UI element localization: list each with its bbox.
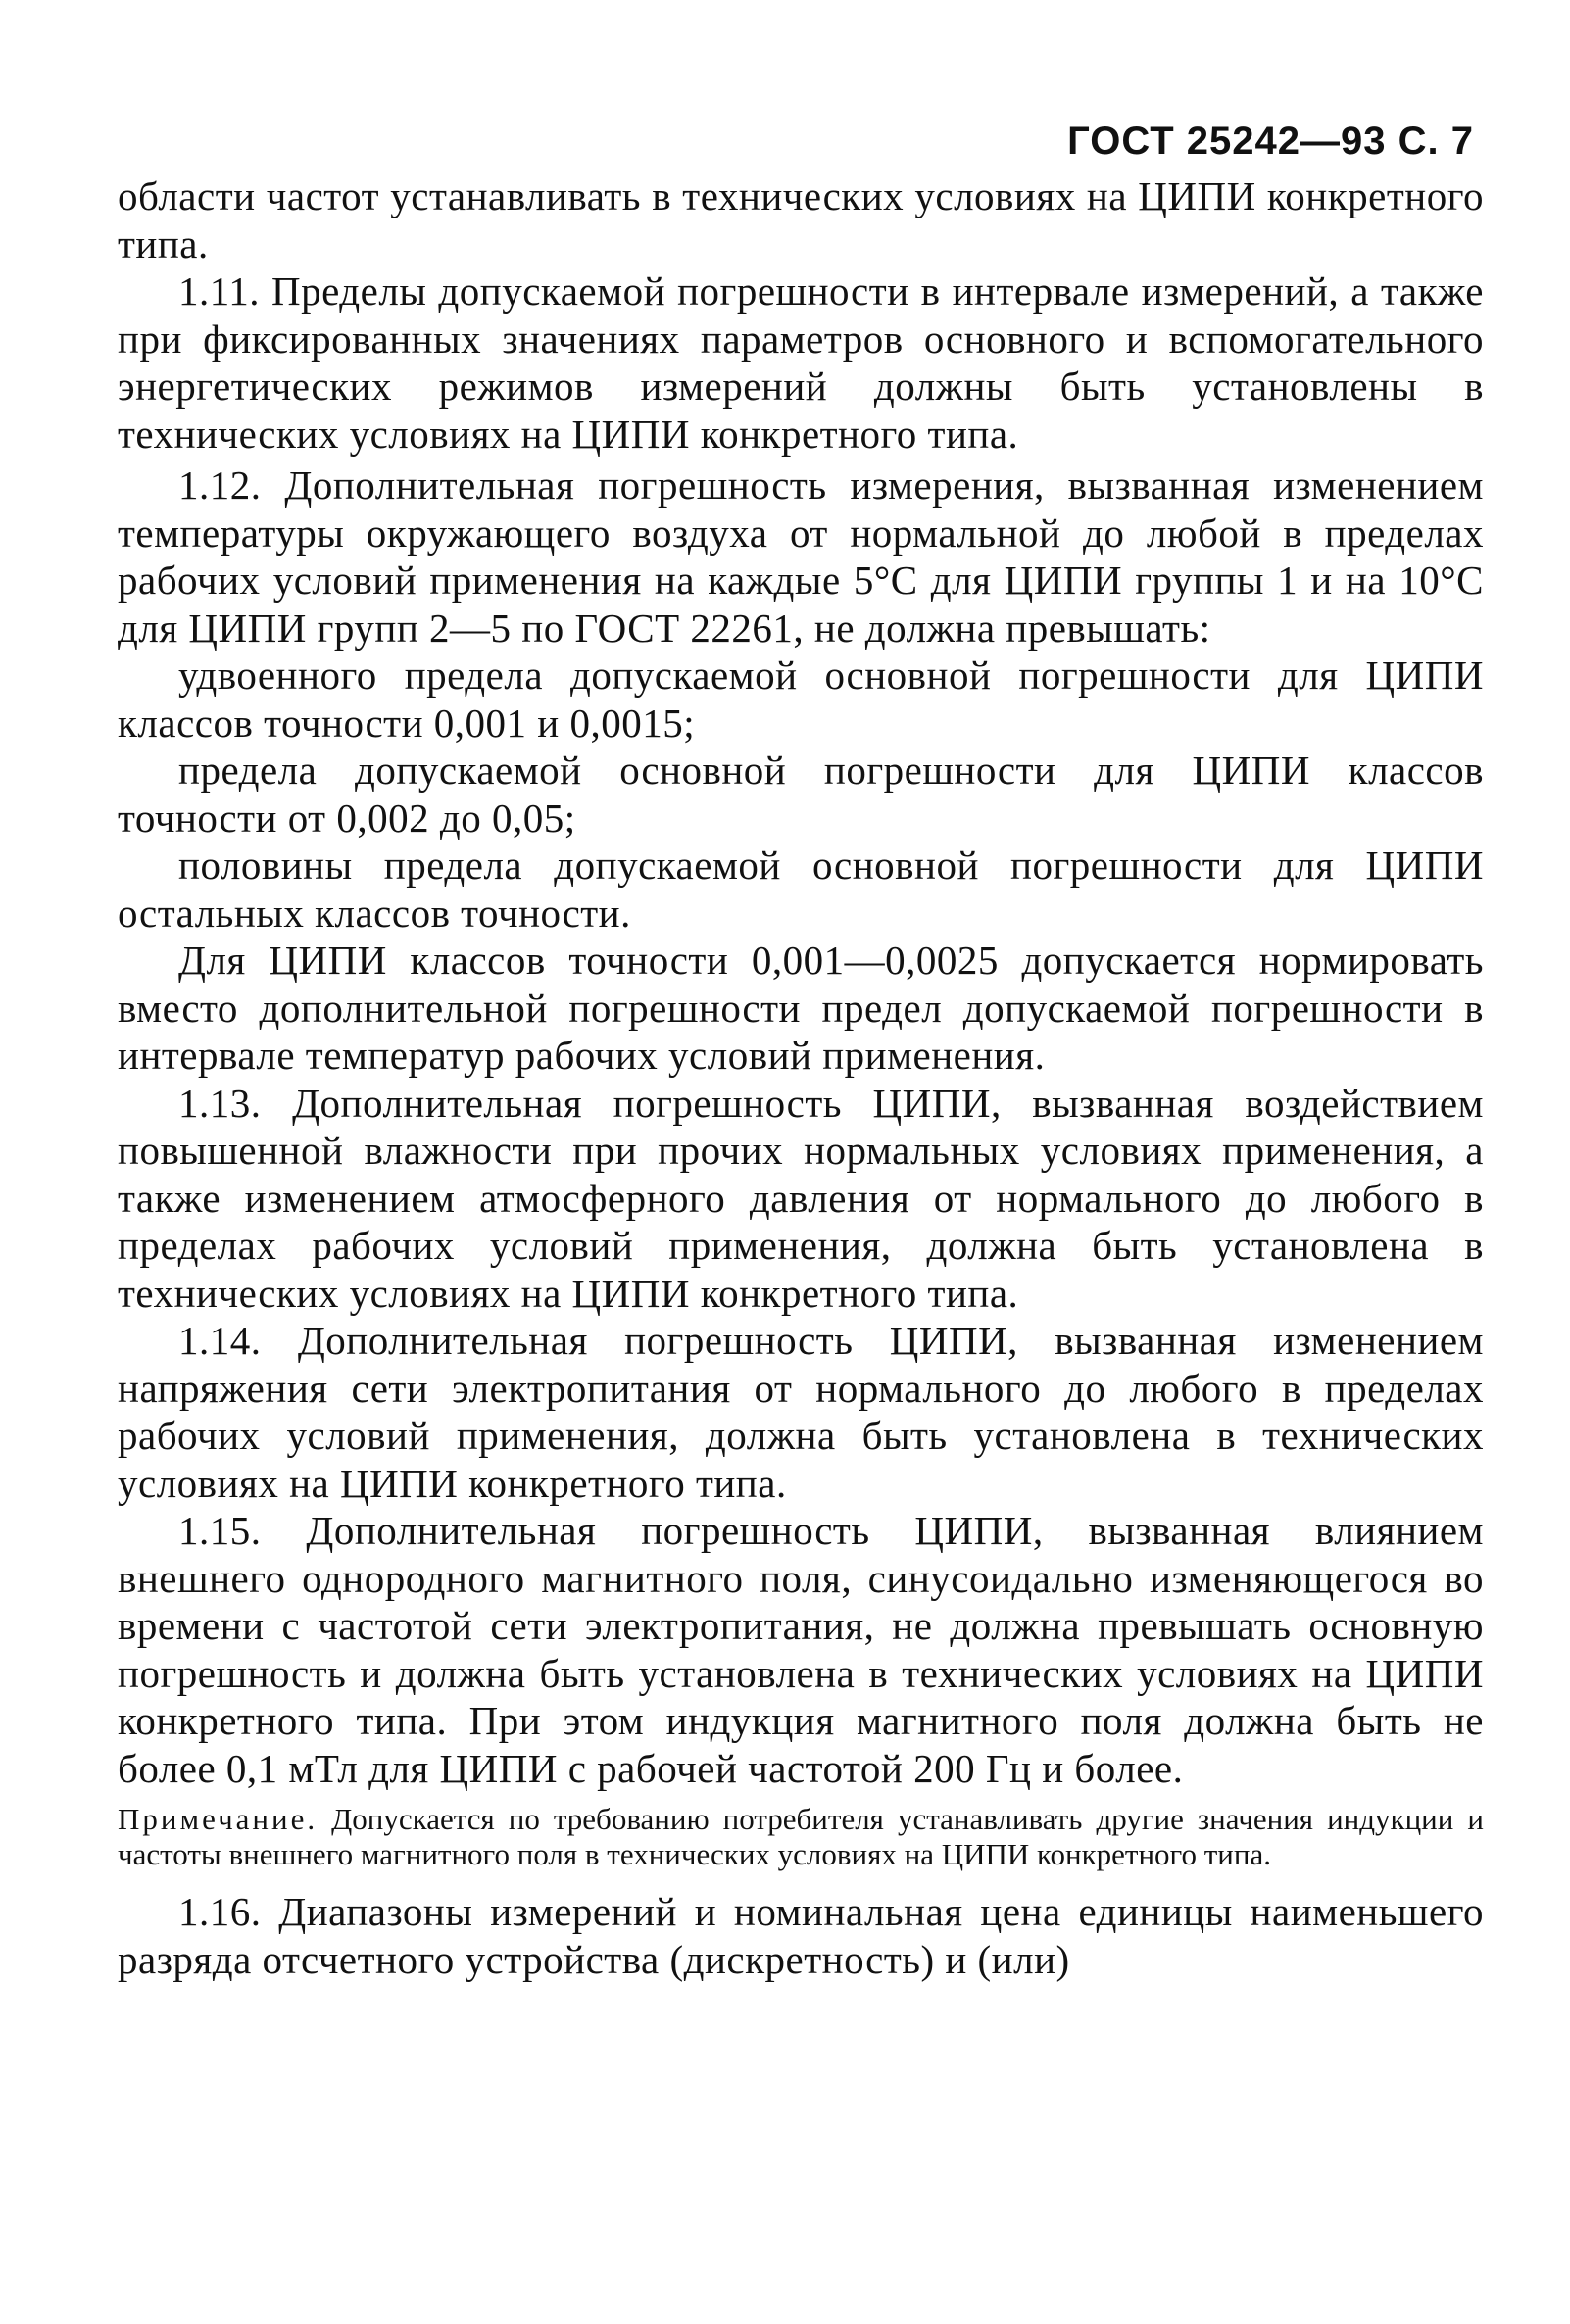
paragraph-1-11: 1.11. Пределы допускаемой погрешности в интервале измерений, а также при фиксированных значениях параметров основного и вспомогательного энергетических режимов измерений должны быть установлены в технических условиях на ЦИПИ конкретного типа.	[118, 268, 1484, 457]
list-item-limit: предела допускаемой основной погрешности для ЦИПИ классов точности от 0,002 до 0,05;	[118, 748, 1484, 841]
paragraph-1-13: 1.13. Дополнительная погрешность ЦИПИ, вызванная воздействием повышенной влажности при прочих нормальных условиях применения, а также изменением атмосферного давления от нормального до любого в пределах рабочих условий применения, должна быть установлена в технических условиях на ЦИПИ конкретного типа.	[118, 1080, 1484, 1316]
paragraph-1-12: 1.12. Дополнительная погрешность измерения, вызванная изменением температуры окружающего воздуха от нормальной до любой в пределах рабочих условий применения на каждые 5°С для ЦИПИ группы 1 и на 10°С для ЦИПИ групп 2—5 по ГОСТ 22261, не должна превышать:	[118, 462, 1484, 651]
paragraph-1-15: 1.15. Дополнительная погрешность ЦИПИ, вызванная влиянием внешнего однородного магнитного поля, синусоидально изменяющегося во времени с частотой сети электропитания, не должна превышать основную погрешность и должна быть установлена в технических условиях на ЦИПИ конкретного типа. При этом индукция магнитного поля должна быть не более 0,1 мТл для ЦИПИ с рабочей частотой 200 Гц и более.	[118, 1508, 1484, 1791]
paragraph-1-14: 1.14. Дополнительная погрешность ЦИПИ, вызванная изменением напряжения сети электропитания от нормального до любого в пределах рабочих условий применения, должна быть установлена в технических условиях на ЦИПИ конкретного типа.	[118, 1318, 1484, 1506]
paragraph-continuation: области частот устанавливать в технических условиях на ЦИПИ конкретного типа.	[118, 173, 1484, 266]
page-header: ГОСТ 25242—93 С. 7	[1067, 120, 1474, 163]
note-text: Допускается по требованию потребителя устанавливать другие значения индукции и частоты внешнего магнитного поля в технических условиях на ЦИПИ конкретного типа.	[118, 1802, 1484, 1871]
note-block	[118, 1802, 1484, 1872]
list-item-half-limit: половины предела допускаемой основной погрешности для ЦИПИ остальных классов точности.	[118, 843, 1484, 936]
paragraph-1-16: 1.16. Диапазоны измерений и номинальная цена единицы наименьшего разряда отсчетного устройства (дискретность) и (или)	[118, 1889, 1484, 1982]
paragraph-classes-note: Для ЦИПИ классов точности 0,001—0,0025 допускается нормировать вместо дополнительной погрешности предел допускаемой погрешности в интервале температур рабочих условий применения.	[118, 938, 1484, 1078]
list-item-double-limit: удвоенного предела допускаемой основной погрешности для ЦИПИ классов точности 0,001 и 0,0015;	[118, 653, 1484, 746]
note-label: Примечание.	[118, 1802, 319, 1836]
